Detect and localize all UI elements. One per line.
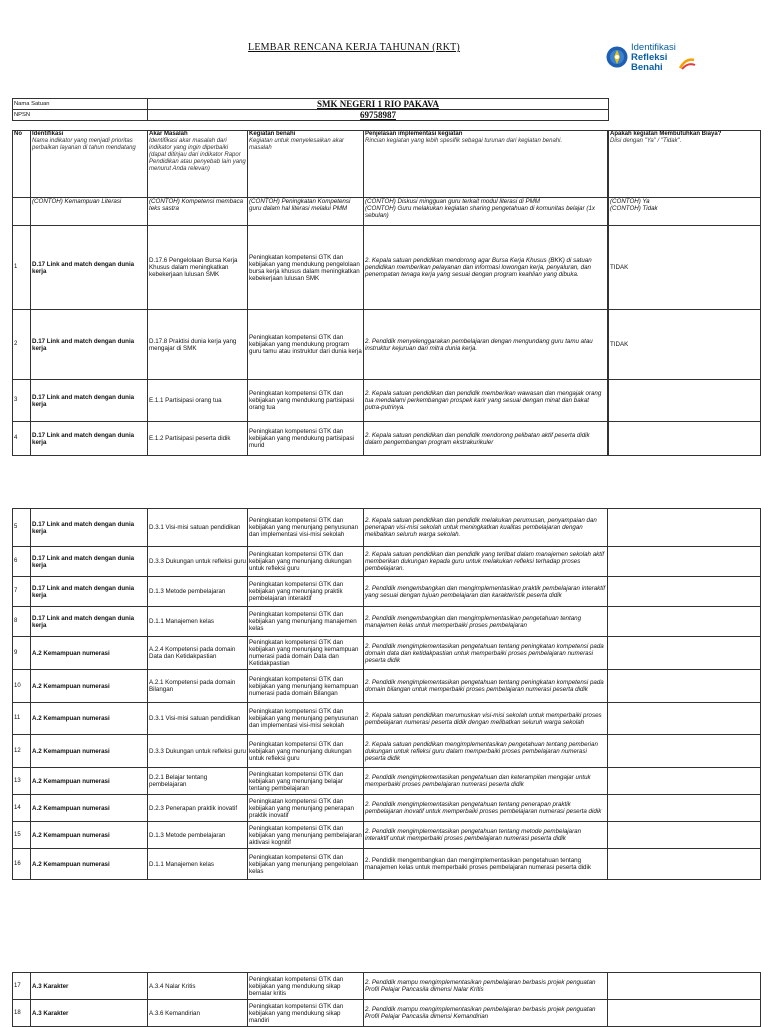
row-biaya: TIDAK <box>609 310 761 380</box>
row-kegiatan: Peningkatan kompetensi GTK dan kebijakan yang menunjang kemampuan numerasi pada domain Bilangan <box>248 670 364 703</box>
row-number: 4 <box>13 422 31 456</box>
row-biaya <box>608 735 761 768</box>
row-biaya: TIDAK <box>609 226 761 310</box>
table-row <box>13 577 761 607</box>
row-kegiatan: Peningkatan kompetensi GTK dan kebijakan yang mendukung partisipasi orang tua <box>248 380 364 422</box>
row-identifikasi: A.2 Kemampuan numerasi <box>31 795 148 822</box>
row-akar-masalah: D.2.1 Belajar tentang pembelajaran <box>148 768 248 795</box>
row-kegiatan: Peningkatan kompetensi GTK dan kebijakan yang mendukung partisipasi murid <box>248 422 364 456</box>
row-kegiatan: Peningkatan kompetensi GTK dan kebijakan yang menunjang penyusunan dan implementasi visi-misi sekolah <box>248 703 364 735</box>
row-akar-masalah: D.17.6 Pengelolaan Bursa Kerja Khusus dalam meningkatkan kebekerjaan lulusan SMK <box>148 226 248 310</box>
header-biaya: Apakah kegiatan Membutuhkan Biaya? Diisi dengan "Ya" / "Tidak". <box>609 131 761 198</box>
row-identifikasi: D.17 Link and match dengan dunia kerja <box>31 547 148 577</box>
row-akar-masalah: D.1.3 Metode pembelajaran <box>148 822 248 849</box>
row-penjelasan: 2. Kepala satuan pendidikan dan pendidik yang terlibat dalam manajemen sekolah aktif memberikan dukungan kepada guru untuk melakukan refleksi terhadap proses pembelajaran. <box>364 547 608 577</box>
row-biaya <box>608 670 761 703</box>
row-number: 2 <box>13 310 31 380</box>
row-identifikasi: A.2 Kemampuan numerasi <box>31 735 148 768</box>
row-number: 11 <box>13 703 31 735</box>
row-kegiatan: Peningkatan kompetensi GTK dan kebijakan yang mendukung sikap mandiri <box>248 1000 364 1027</box>
row-penjelasan: 2. Kepala satuan pendidikan mengimplementasikan pengetahuan tentang pemberian dukungan untuk refleksi guru dalam memperbaiki proses pembelajaran numerasi peserta didik <box>364 735 608 768</box>
table-row <box>13 547 761 577</box>
row-penjelasan: 2. Pendidik mengimplementasikan pengetahuan dan keterampilan mengajar untuk memperbaiki proses pembelajaran numerasi peserta didik <box>364 768 608 795</box>
rkt-table-page-2 <box>12 508 761 880</box>
row-penjelasan: 2. Kepala satuan pendidikan dan pendidik memberikan wawasan dan mengajak orang tua mendalami perkembangan prospek karir yang sesuai dengan minat dan bakat putra-putrinya. <box>364 380 608 422</box>
row-akar-masalah: D.3.1 Visi-misi satuan pendidikan <box>148 703 248 735</box>
row-penjelasan: 2. Kepala satuan pendidikan dan pendidik mendorong pelibatan aktif peserta didik dalam pengembangan program ekstrakurikuler <box>364 422 608 456</box>
contoh-biaya: (CONTOH) Ya (CONTOH) Tidak <box>609 198 761 226</box>
table-row <box>13 849 761 880</box>
table-row <box>13 509 761 547</box>
contoh-identifikasi: (CONTOH) Kemampuan Literasi <box>31 198 148 226</box>
biaya-column <box>608 130 761 456</box>
row-number: 14 <box>13 795 31 822</box>
row-penjelasan: 2. Pendidik mengimplementasikan pengetahuan tentang peningkatan kompetensi pada domain bilangan untuk memperbaiki proses pembelajaran numerasi peserta didik <box>364 670 608 703</box>
row-penjelasan: 2. Pendidik mampu mengimplementasikan pembelajaran berbasis projek penguatan Profil Pelajar Pancasila dimensi Nalar Kritis <box>364 973 608 1000</box>
row-kegiatan: Peningkatan kompetensi GTK dan kebijakan yang mendukung sikap bernalar kritis <box>248 973 364 1000</box>
row-identifikasi: A.2 Kemampuan numerasi <box>31 849 148 880</box>
row-number: 13 <box>13 768 31 795</box>
row-kegiatan: Peningkatan kompetensi GTK dan kebijakan yang menunjang belajar tentang pembelajaran <box>248 768 364 795</box>
row-akar-masalah: A.3.6 Kemandirian <box>148 1000 248 1027</box>
biaya-row <box>609 422 761 456</box>
row-number: 18 <box>13 1000 31 1027</box>
row-biaya <box>608 795 761 822</box>
biaya-row <box>609 380 761 422</box>
row-biaya <box>608 637 761 670</box>
row-identifikasi: D.17 Link and match dengan dunia kerja <box>31 577 148 607</box>
header-akar-masalah: Akar Masalah Identifikasi akar masalah dari indikator yang ingin diperbaiki (dapat ditinjau dari indikator Rapor Pendidikan atau penyebab lain yang menurut Anda relevan) <box>148 131 248 198</box>
table-row <box>13 973 761 1000</box>
logo-line-2: Refleksi <box>631 52 668 63</box>
row-penjelasan: 2. Pendidik mengembangkan dan mengimplementasikan pengetahuan tentang manajemen kelas untuk memperbaiki proses pembelajaran <box>364 607 608 637</box>
row-identifikasi: A.2 Kemampuan numerasi <box>31 703 148 735</box>
row-identifikasi: D.17 Link and match dengan dunia kerja <box>31 226 148 310</box>
contoh-penjelasan: (CONTOH) Diskusi mingguan guru terkait modul literasi di PMM (CONTOH) Guru melakukan kegiatan sharing pengetahuan di komunitas belajar (1x sebulan) <box>364 198 608 226</box>
logo-line-1: Identifikasi <box>631 42 676 53</box>
table-row <box>13 422 609 456</box>
row-number: 16 <box>13 849 31 880</box>
table-row <box>13 380 609 422</box>
row-identifikasi: D.17 Link and match dengan dunia kerja <box>31 422 148 456</box>
row-identifikasi: A.3 Karakter <box>31 973 148 1000</box>
row-biaya <box>609 422 761 456</box>
npsn-value: 69758987 <box>148 110 609 121</box>
row-akar-masalah: D.3.3 Dukungan untuk refleksi guru <box>148 547 248 577</box>
table-row <box>13 795 761 822</box>
row-penjelasan: 2. Pendidik mampu mengimplementasikan pembelajaran berbasis projek penguatan Profil Pelajar Pancasila dimensi Kemandirian <box>364 1000 608 1027</box>
row-identifikasi: A.2 Kemampuan numerasi <box>31 768 148 795</box>
row-number: 8 <box>13 607 31 637</box>
row-kegiatan: Peningkatan kompetensi GTK dan kebijakan yang mendukung program guru tamu atau instruktur dari dunia kerja <box>248 310 364 380</box>
row-number: 15 <box>13 822 31 849</box>
row-identifikasi: A.3 Karakter <box>31 1000 148 1027</box>
row-number: 10 <box>13 670 31 703</box>
table-row <box>13 1000 761 1027</box>
nama-satuan-value: SMK NEGERI 1 RIO PAKAVA <box>148 99 609 110</box>
header-no: No <box>13 131 31 198</box>
table-row <box>13 768 761 795</box>
nama-satuan-label: Nama Satuan <box>13 99 148 110</box>
npsn-label: NPSN <box>13 110 148 121</box>
row-kegiatan: Peningkatan kompetensi GTK dan kebijakan yang menunjang manajemen kelas <box>248 607 364 637</box>
row-biaya <box>608 547 761 577</box>
row-penjelasan: 2. Pendidik mengembangkan dan mengimplementasikan praktik pembelajaran interaktif yang sesuai dengan tujuan pembelajaran dan karakteristik peserta didik <box>364 577 608 607</box>
rkt-table-page-3 <box>12 972 761 1027</box>
row-penjelasan: 2. Kepala satuan pendidikan mendorong agar Bursa Kerja Khusus (BKK) di satuan pendidikan memberikan pelayanan dan informasi lowongan kerja, penyaluran, dan penempatan tenaga kerja yang sesuai dengan program keahlian yang dibuka. <box>364 226 608 310</box>
row-biaya <box>608 703 761 735</box>
row-number: 3 <box>13 380 31 422</box>
row-biaya <box>608 1000 761 1027</box>
row-number: 17 <box>13 973 31 1000</box>
row-biaya <box>608 768 761 795</box>
table-row <box>13 637 761 670</box>
document-title: LEMBAR RENCANA KERJA TAHUNAN (RKT) <box>248 42 460 53</box>
row-biaya <box>608 973 761 1000</box>
row-identifikasi: D.17 Link and match dengan dunia kerja <box>31 607 148 637</box>
table-header-row <box>13 131 609 198</box>
biaya-row <box>609 310 761 380</box>
row-penjelasan: 2. Pendidik mengimplementasikan pengetahuan tentang penerapan praktik pembelajaran inovatif untuk memperbaiki proses pembelajaran numerasi peserta didik <box>364 795 608 822</box>
row-kegiatan: Peningkatan kompetensi GTK dan kebijakan yang menunjang kemampuan numerasi pada domain Data dan Ketidakpastian <box>248 637 364 670</box>
row-kegiatan: Peningkatan kompetensi GTK dan kebijakan yang menunjang penerapan praktik inovatif <box>248 795 364 822</box>
row-identifikasi: D.17 Link and match dengan dunia kerja <box>31 310 148 380</box>
header-penjelasan: Penjelasan implementasi kegiatan Rincian kegiatan yang lebih spesifik sebagai turunan dari kegiatan benahi. <box>364 131 608 198</box>
contoh-kegiatan: (CONTOH) Peningkatan Kompetensi guru dalam hal literasi melalui PMM <box>248 198 364 226</box>
biaya-row <box>609 226 761 310</box>
row-penjelasan: 2. Pendidik mengimplementasikan pengetahuan tentang metode pembelajaran interaktif untuk memperbaiki proses pembelajaran numerasi peserta didik <box>364 822 608 849</box>
row-biaya <box>608 849 761 880</box>
row-number: 1 <box>13 226 31 310</box>
row-identifikasi: A.2 Kemampuan numerasi <box>31 822 148 849</box>
row-biaya <box>608 509 761 547</box>
table-row <box>13 735 761 768</box>
row-akar-masalah: D.17.8 Praktisi dunia kerja yang mengajar di SMK <box>148 310 248 380</box>
row-akar-masalah: A.3.4 Nalar Kritis <box>148 973 248 1000</box>
row-identifikasi: A.2 Kemampuan numerasi <box>31 637 148 670</box>
row-number: 5 <box>13 509 31 547</box>
row-penjelasan: 2. Pendidik menyelenggarakan pembelajaran dengan mengundang guru tamu atau instruktur kejuruan dari mitra dunia kerja. <box>364 310 608 380</box>
row-biaya <box>608 822 761 849</box>
row-akar-masalah: D.1.1 Manajemen kelas <box>148 849 248 880</box>
row-akar-masalah: D.3.1 Visi-misi satuan pendidikan <box>148 509 248 547</box>
row-kegiatan: Peningkatan kompetensi GTK dan kebijakan yang menunjang pengelolaan kelas <box>248 849 364 880</box>
row-penjelasan: 2. Pendidik mengembangkan dan mengimplementasikan pengetahuan tentang manajemen kelas untuk memperbaiki proses pembelajaran numerasi peserta didik <box>364 849 608 880</box>
row-akar-masalah: E.1.1 Partisipasi orang tua <box>148 380 248 422</box>
table-row <box>13 703 761 735</box>
table-row <box>13 310 609 380</box>
row-akar-masalah: E.1.2 Partisipasi peserta didik <box>148 422 248 456</box>
row-penjelasan: 2. Pendidik mengimplementasikan pengetahuan tentang peningkatan kompetensi pada domain data dan ketidakpastian untuk memperbaiki proses pembelajaran numerasi peserta didik <box>364 637 608 670</box>
row-number: 9 <box>13 637 31 670</box>
identifikasi-refleksi-benahi-logo <box>606 42 698 74</box>
row-akar-masalah: D.1.1 Manajemen kelas <box>148 607 248 637</box>
row-penjelasan: 2. Kepala satuan pendidikan merumuskan visi-misi sekolah untuk memperbaiki proses pembelajaran numerasi peserta didik dengan melibatkan seluruh warga sekolah <box>364 703 608 735</box>
table-row <box>13 607 761 637</box>
row-biaya <box>608 607 761 637</box>
row-kegiatan: Peningkatan kompetensi GTK dan kebijakan yang menunjang pembelajaran aktivasi kognitif <box>248 822 364 849</box>
rkt-table-page-1 <box>12 130 609 456</box>
header-kegiatan-benahi: Kegiatan benahi Kegiatan untuk menyelesaikan akar masalah <box>248 131 364 198</box>
contoh-akar: (CONTOH) Kompetensi membaca teks sastra <box>148 198 248 226</box>
row-kegiatan: Peningkatan kompetensi GTK dan kebijakan yang mendukung pengelolaan bursa kerja khusus dalam meningkatkan kebekerjaan lulusan SMK <box>248 226 364 310</box>
row-biaya <box>609 380 761 422</box>
table-row <box>13 670 761 703</box>
table-row <box>13 226 609 310</box>
table-row <box>13 822 761 849</box>
row-kegiatan: Peningkatan kompetensi GTK dan kebijakan yang menunjang praktik pembelajaran interaktif <box>248 577 364 607</box>
row-akar-masalah: A.2.1 Kompetensi pada domain Bilangan <box>148 670 248 703</box>
row-biaya <box>608 577 761 607</box>
row-number: 7 <box>13 577 31 607</box>
header-identifikasi: Identifikasi Nama indikator yang menjadi prioritas perbaikan layanan di tahun mendatang <box>31 131 148 198</box>
row-akar-masalah: D.2.3 Penerapan praktik inovatif <box>148 795 248 822</box>
row-identifikasi: D.17 Link and match dengan dunia kerja <box>31 380 148 422</box>
row-kegiatan: Peningkatan kompetensi GTK dan kebijakan yang menunjang penyusunan dan implementasi visi-misi sekolah <box>248 509 364 547</box>
row-identifikasi: D.17 Link and match dengan dunia kerja <box>31 509 148 547</box>
row-kegiatan: Peningkatan kompetensi GTK dan kebijakan yang menunjang dukungan untuk refleksi guru <box>248 735 364 768</box>
row-number: 12 <box>13 735 31 768</box>
contoh-row <box>13 198 609 226</box>
info-table <box>12 98 609 121</box>
swoosh-icon <box>678 56 696 70</box>
row-akar-masalah: A.2.4 Kompetensi pada domain Data dan Ketidakpastian <box>148 637 248 670</box>
row-kegiatan: Peningkatan kompetensi GTK dan kebijakan yang menunjang dukungan untuk refleksi guru <box>248 547 364 577</box>
tut-wuri-handayani-icon <box>606 44 628 70</box>
row-identifikasi: A.2 Kemampuan numerasi <box>31 670 148 703</box>
logo-line-3: Benahi <box>631 62 663 73</box>
row-number: 6 <box>13 547 31 577</box>
row-akar-masalah: D.3.3 Dukungan untuk refleksi guru <box>148 735 248 768</box>
row-penjelasan: 2. Kepala satuan pendidikan dan pendidik melakukan perumusan, penyampaian dan penerapan visi-misi sekolah untuk meningkatkan kualitas pembelajaran dengan melibatkan seluruh warga sekolah. <box>364 509 608 547</box>
row-akar-masalah: D.1.3 Metode pembelajaran <box>148 577 248 607</box>
